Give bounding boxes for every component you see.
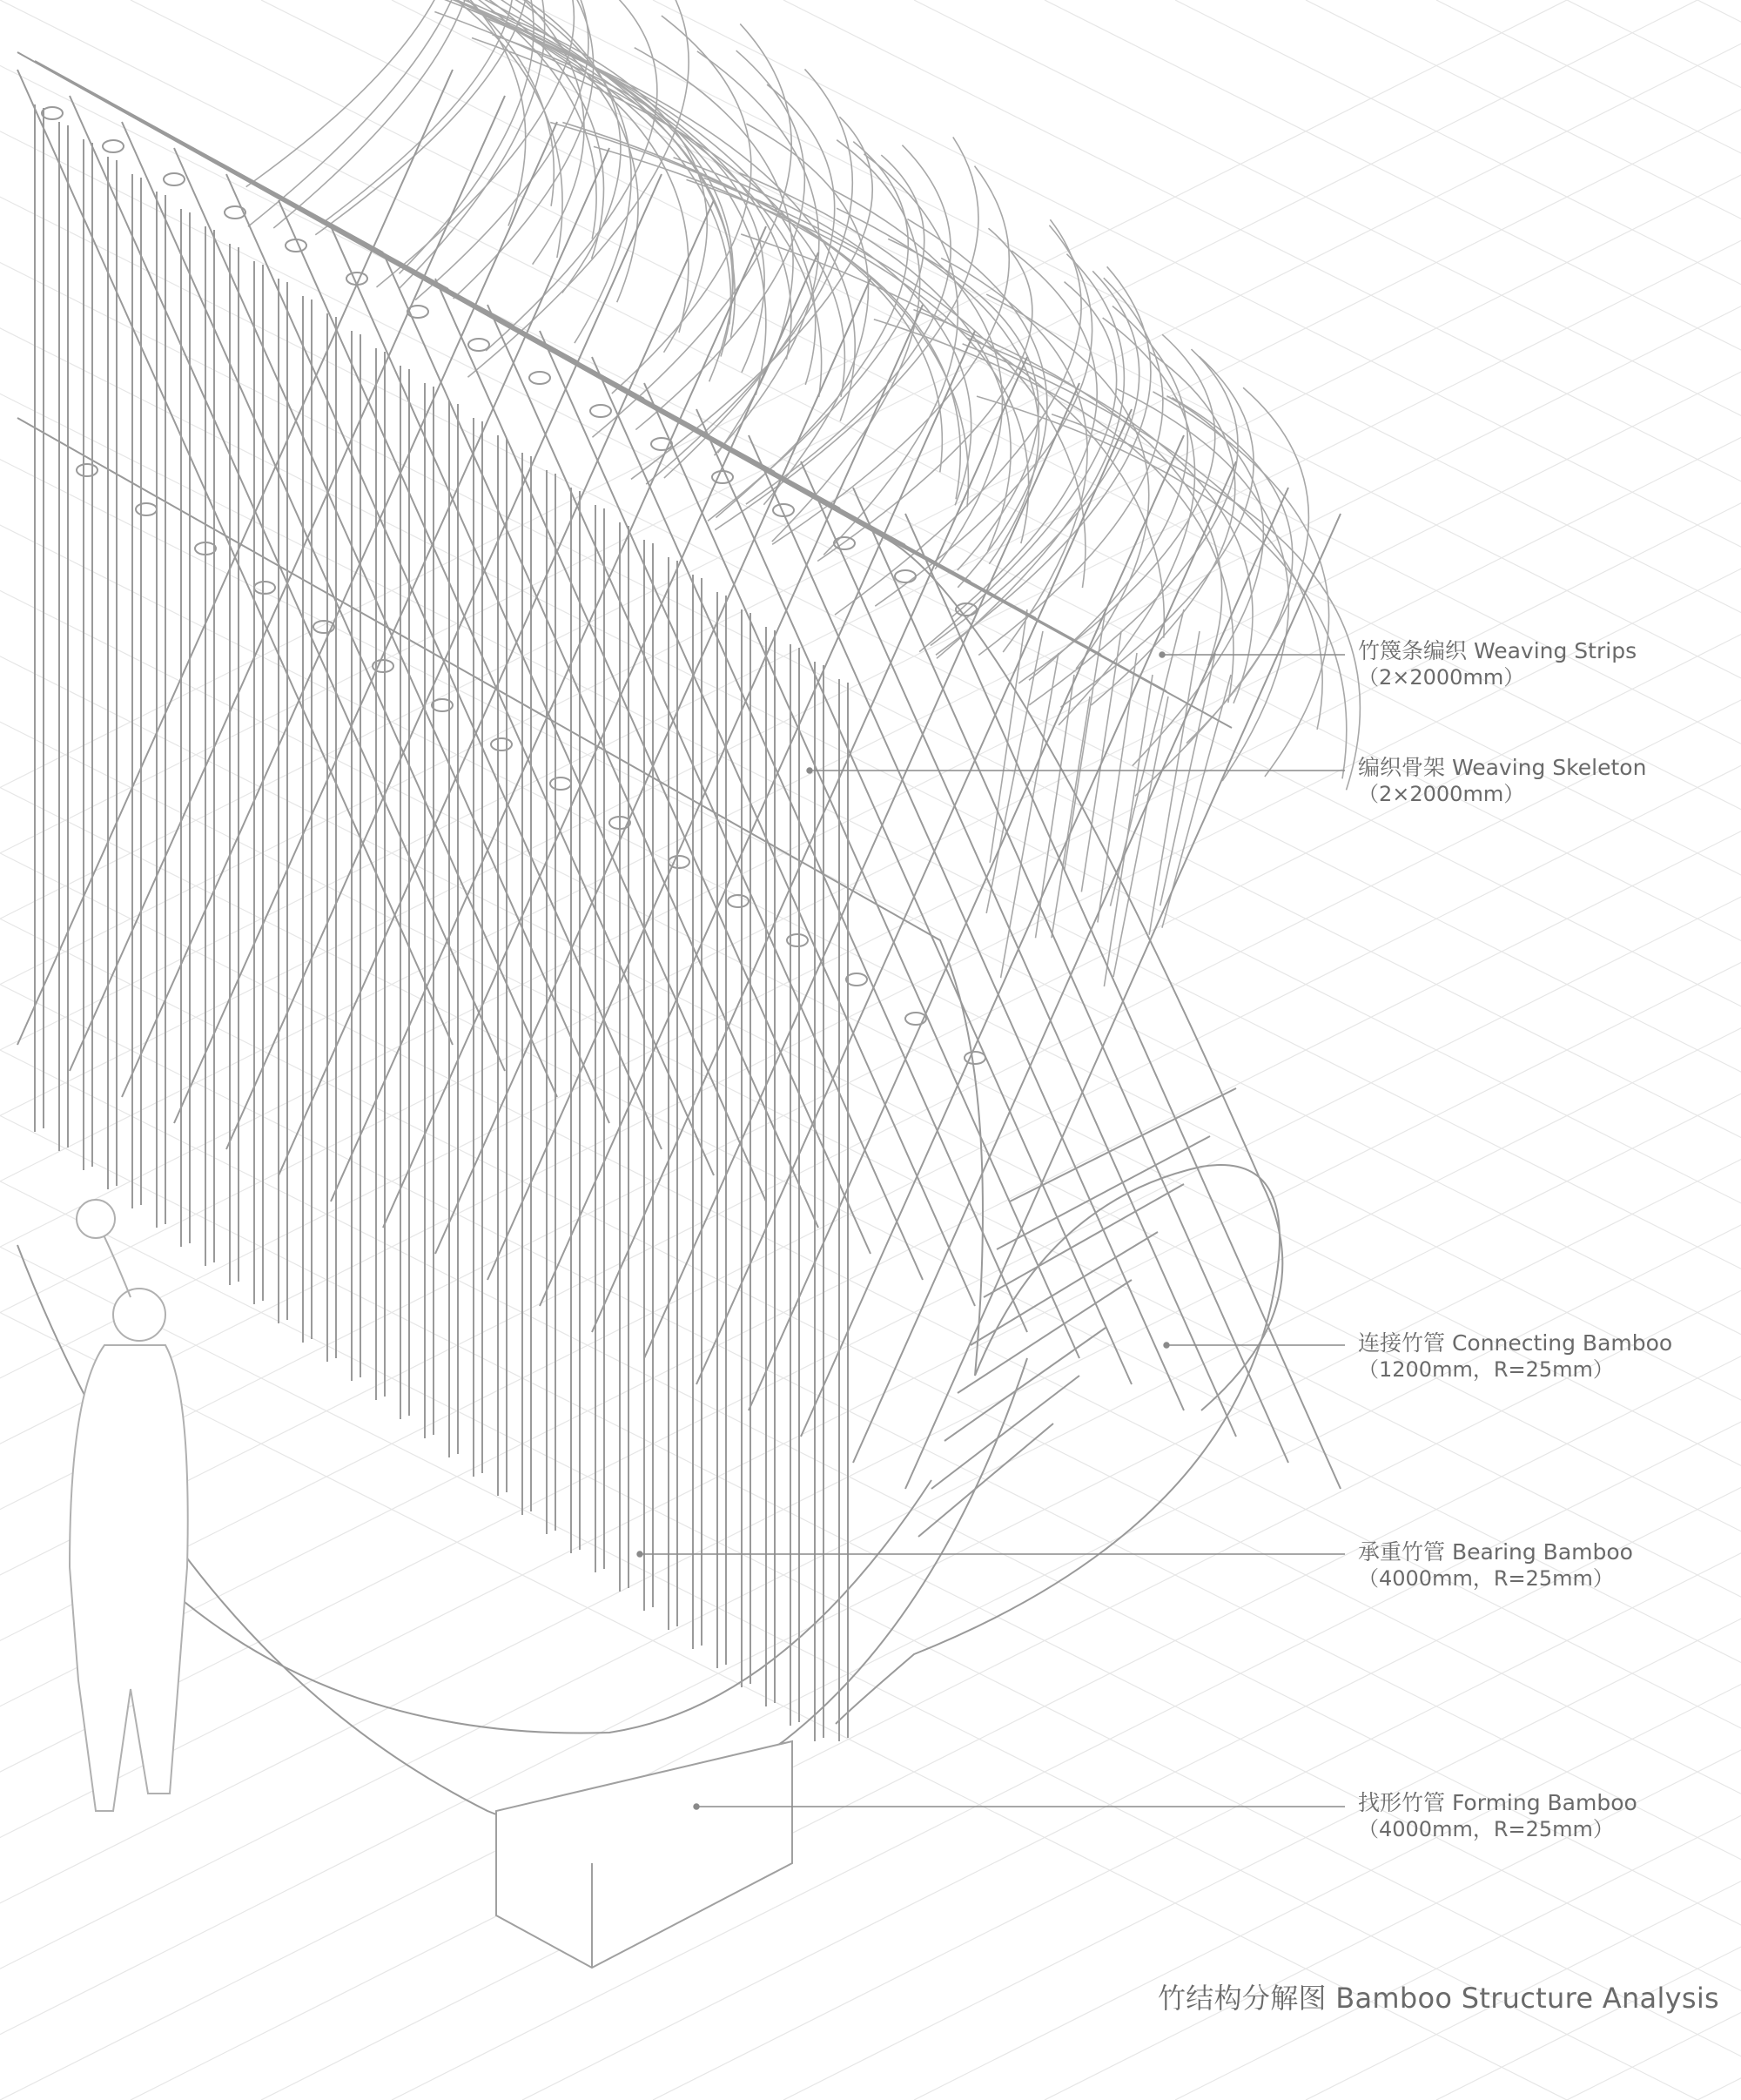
label-title: 编织骨架 Weaving Skeleton	[1358, 755, 1647, 780]
weaving-strip	[716, 142, 908, 518]
leader-dot	[1164, 1343, 1169, 1348]
weaving-strip	[454, 0, 594, 299]
tube-end	[103, 140, 124, 152]
figure-caption: 竹结构分解图 Bamboo Structure Analysis	[1158, 1982, 1720, 2015]
weaving-strips-bundle	[170, 0, 1360, 986]
weaving-strip	[741, 234, 1164, 638]
label-connecting-bamboo	[1358, 1329, 1672, 1383]
grid-line	[1175, 0, 1741, 2100]
bamboo-frame	[17, 52, 1341, 1827]
grid-line	[1306, 0, 1741, 2100]
weaving-strip	[739, 173, 1011, 551]
hanging-strip	[1160, 653, 1215, 905]
weaving-strip	[246, 0, 460, 187]
weaving-strip	[817, 228, 1032, 561]
grid-line	[392, 0, 1741, 2100]
weaving-strip	[400, 0, 534, 273]
label-title: 承重竹管 Bearing Bamboo	[1358, 1539, 1633, 1565]
grid-line	[1436, 0, 1741, 2100]
grid-line	[1175, 0, 1741, 2100]
weaving-strip	[931, 271, 1139, 645]
concrete-footing	[496, 1741, 792, 1968]
grid-line	[1436, 0, 1741, 2100]
label-forming-bamboo	[1358, 1789, 1637, 1843]
tube-end	[407, 306, 428, 318]
forming-arc-inner	[174, 1480, 931, 1733]
leader-dot	[1160, 652, 1165, 657]
footing-box	[496, 1741, 792, 1968]
tube-end	[468, 339, 489, 351]
leader-dot	[807, 768, 812, 773]
grid-line	[392, 0, 1741, 2100]
tube-end	[712, 471, 733, 483]
tube-end	[491, 738, 512, 750]
label-weaving-strips	[1358, 637, 1637, 691]
label-weaving-skeleton	[1358, 754, 1646, 808]
weaving-strip	[435, 0, 621, 293]
weaving-strip	[746, 124, 868, 505]
tube-end	[77, 464, 97, 476]
figure-head-2	[77, 1200, 115, 1238]
leader-dot	[694, 1804, 699, 1809]
tube-end	[846, 973, 867, 986]
tube-end	[225, 206, 245, 219]
tube-end	[965, 1052, 985, 1064]
label-spec: （4000mm，R=25mm）	[1358, 1817, 1614, 1841]
tube-end	[529, 372, 550, 384]
grid-line	[131, 0, 1741, 2100]
weaving-strip	[400, 0, 545, 288]
figure-head	[113, 1289, 165, 1341]
label-spec: （2×2000mm）	[1358, 782, 1525, 806]
leader-dot	[637, 1551, 642, 1557]
tube-end	[42, 107, 63, 119]
tube-end	[550, 777, 571, 790]
tube-end	[590, 405, 611, 417]
weaving-strip	[1153, 392, 1328, 777]
human-figure	[70, 1200, 188, 1811]
tube-end	[728, 895, 749, 907]
connecting-rung	[944, 1328, 1106, 1441]
label-title: 连接竹管 Connecting Bamboo	[1358, 1330, 1673, 1356]
forming-arc-end	[836, 1165, 1280, 1724]
figure-body	[70, 1345, 188, 1811]
connecting-rung	[931, 1376, 1079, 1489]
weaving-strip	[248, 0, 473, 226]
label-spec: （2×2000mm）	[1358, 665, 1525, 690]
weaving-strip	[322, 0, 514, 224]
label-title: 竹篾条编织 Weaving Strips	[1358, 638, 1637, 663]
weaving-strip	[986, 294, 1149, 669]
grid-line	[1697, 0, 1741, 2100]
label-spec: （1200mm，R=25mm）	[1358, 1357, 1614, 1382]
label-spec: （4000mm，R=25mm）	[1358, 1566, 1614, 1591]
tube-end	[164, 173, 185, 185]
hanging-strip	[1052, 697, 1090, 938]
weaving-strip	[360, 0, 638, 302]
ridge-tube	[17, 418, 983, 1376]
grid-line	[131, 0, 1741, 2100]
label-bearing-bamboo	[1358, 1538, 1633, 1592]
tube-end	[136, 503, 157, 515]
weaving-strip	[1052, 414, 1360, 791]
connecting-rung	[918, 1424, 1053, 1537]
label-title: 找形竹管 Forming Bamboo	[1358, 1790, 1637, 1815]
hanging-strip	[1113, 697, 1168, 977]
grid-line	[1306, 0, 1741, 2100]
grid-line	[1697, 0, 1741, 2100]
tube-end	[895, 570, 916, 582]
